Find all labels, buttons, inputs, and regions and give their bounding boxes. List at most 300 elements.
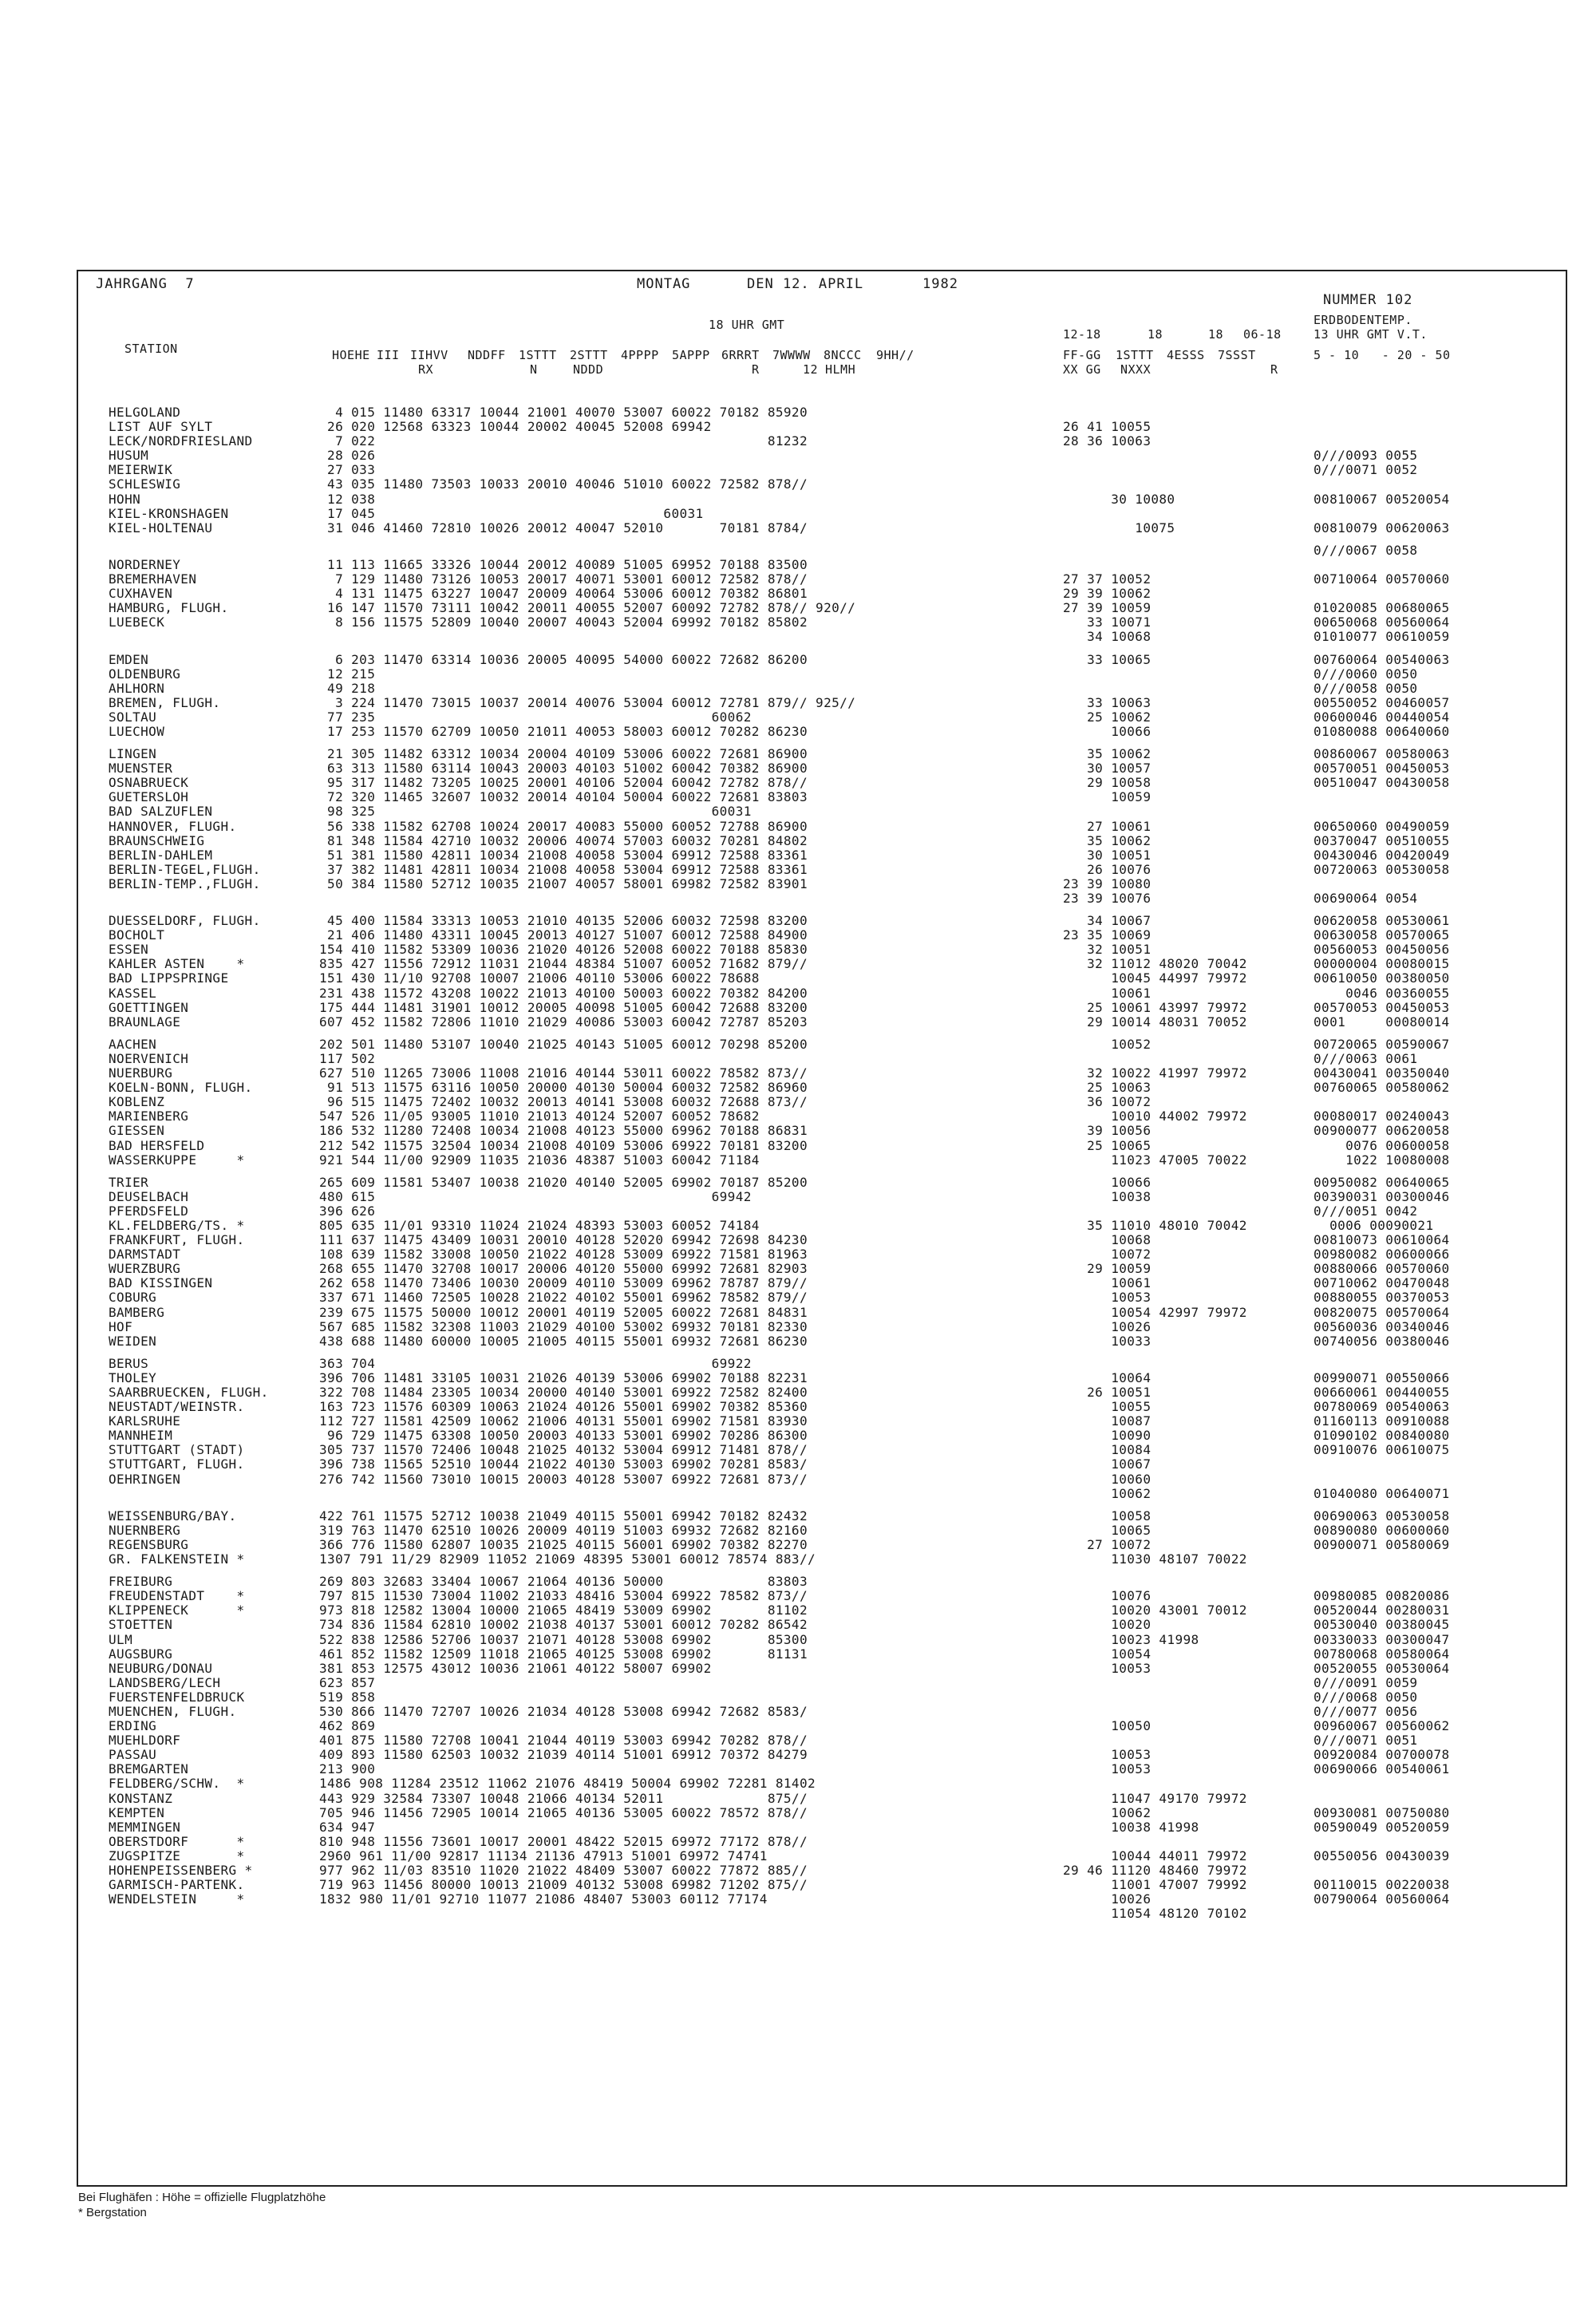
station-name: HELGOLAND xyxy=(109,405,181,420)
wwww7-heading: 7WWWW xyxy=(772,348,811,362)
period-groups: 23 35 10069 xyxy=(1063,927,1152,943)
table-row xyxy=(78,1472,1566,1487)
observation-groups: 21 406 11480 43311 10045 20013 40127 51007 60012 72588 84900 xyxy=(319,927,808,943)
period-groups: 10068 xyxy=(1063,1232,1152,1248)
period-groups: 10045 44997 79972 xyxy=(1063,970,1247,986)
table-row xyxy=(78,848,1566,863)
soil-temperatures: 00950082 00640065 xyxy=(1314,1174,1450,1190)
soil-temperatures: 00430041 00350040 xyxy=(1314,1065,1450,1081)
sttt2-heading: 2STTT xyxy=(570,348,608,362)
table-row xyxy=(78,1190,1566,1204)
observation-groups: 363 704 69922 xyxy=(319,1355,752,1371)
period-groups: 32 10022 41997 79972 xyxy=(1063,1065,1247,1081)
table-row xyxy=(78,1878,1566,1892)
table-row xyxy=(78,1806,1566,1820)
observation-groups: 37 382 11481 42811 10034 21008 40058 53004 69912 72588 83361 xyxy=(319,861,808,877)
station-name: MUENCHEN, FLUGH. xyxy=(109,1703,237,1719)
table-row xyxy=(78,1820,1566,1835)
period-groups: 10053 xyxy=(1063,1747,1152,1763)
observation-groups: 480 615 69942 xyxy=(319,1188,752,1204)
table-row xyxy=(78,420,1566,434)
soil-temperatures: 00860067 00580063 xyxy=(1314,746,1450,762)
observation-groups: 7 022 81232 xyxy=(319,433,808,449)
table-row xyxy=(78,1204,1566,1219)
soil-temperatures: 00550056 00430039 xyxy=(1314,1848,1450,1863)
soil-temperatures: 0///0071 0051 xyxy=(1314,1733,1418,1749)
station-name: GR. FALKENSTEIN * xyxy=(109,1551,245,1567)
table-row xyxy=(78,891,1566,906)
table-row xyxy=(78,601,1566,615)
period-18b: 18 xyxy=(1208,327,1224,342)
soil-temp-subheading: 13 UHR GMT V.T. xyxy=(1314,327,1428,342)
soil-temperatures: 00980082 00600066 xyxy=(1314,1247,1450,1263)
period-groups: 10053 xyxy=(1063,1660,1152,1676)
station-name: FREUDENSTADT * xyxy=(109,1588,245,1604)
period-groups: 10060 xyxy=(1063,1471,1152,1487)
sttt1b-heading: 1STTT xyxy=(1116,348,1154,362)
table-row xyxy=(78,1052,1566,1066)
soil-temperatures: 00650068 00560064 xyxy=(1314,615,1450,630)
soil-temperatures: 00810073 00610064 xyxy=(1314,1232,1450,1248)
observation-groups: 810 948 11556 73601 10017 20001 48422 52015 69972 77172 878// xyxy=(319,1833,808,1849)
table-row xyxy=(78,1487,1566,1501)
soil-temperatures: 0///0071 0052 xyxy=(1314,462,1418,478)
soil-temperatures: 0///0051 0042 xyxy=(1314,1203,1418,1219)
observation-groups: 43 035 11480 73503 10033 20010 40046 51010 60022 72582 878// xyxy=(319,476,808,492)
table-row xyxy=(78,543,1566,558)
table-row xyxy=(78,1719,1566,1733)
soil-temperatures: 00780068 00580064 xyxy=(1314,1646,1450,1662)
station-name: HOF xyxy=(109,1318,133,1334)
soil-temperatures: 0///0067 0058 xyxy=(1314,542,1418,558)
period-groups: 35 11010 48010 70042 xyxy=(1063,1217,1247,1233)
soil-temperatures: 00390031 00300046 xyxy=(1314,1188,1450,1204)
observation-groups: 627 510 11265 73006 11008 21016 40144 53011 60022 78582 873// xyxy=(319,1065,808,1081)
station-name: ULM xyxy=(109,1631,133,1647)
table-row xyxy=(78,1575,1566,1589)
table-row xyxy=(78,572,1566,587)
soil-temperatures: 01080088 00640060 xyxy=(1314,723,1450,739)
station-name: KOELN-BONN, FLUGH. xyxy=(109,1080,253,1096)
station-name: STUTTGART, FLUGH. xyxy=(109,1456,245,1472)
table-row xyxy=(78,1863,1566,1878)
pppp4-heading: 4PPPP xyxy=(621,348,659,362)
period-groups: 10062 xyxy=(1063,1804,1152,1820)
observation-groups: 1307 791 11/29 82909 11052 21069 48395 53001 60012 78574 883// xyxy=(319,1551,816,1567)
station-name: OEHRINGEN xyxy=(109,1471,181,1487)
period-groups: 29 46 11120 48460 79972 xyxy=(1063,1863,1247,1878)
soil-temperatures: 01010077 00610059 xyxy=(1314,629,1450,645)
observation-groups: 4 131 11475 63227 10047 20009 40064 53006 60012 70382 86801 xyxy=(319,586,808,602)
table-row xyxy=(78,928,1566,943)
station-name: FELDBERG/SCHW. * xyxy=(109,1776,245,1792)
period-groups: 30 10057 xyxy=(1063,761,1152,777)
soil-temperatures: 00910076 00610075 xyxy=(1314,1442,1450,1458)
period-groups: 33 10071 xyxy=(1063,615,1152,630)
station-name: BREMEN, FLUGH. xyxy=(109,694,221,710)
table-row xyxy=(78,521,1566,536)
soil-temperatures: 00920084 00700078 xyxy=(1314,1747,1450,1763)
observation-groups: 835 427 11556 72912 11031 21044 48384 51007 60052 71682 879// xyxy=(319,956,808,972)
soil-temperatures: 00980085 00820086 xyxy=(1314,1588,1450,1604)
table-row xyxy=(78,1705,1566,1719)
table-row xyxy=(78,1357,1566,1371)
observation-groups: 63 313 11580 63114 10043 20003 40103 51002 60042 70382 86900 xyxy=(319,761,808,777)
soil-temperatures: 0///0058 0050 xyxy=(1314,680,1418,696)
observation-groups: 265 609 11581 53407 10038 21020 40140 52005 69902 70187 85200 xyxy=(319,1174,808,1190)
table-row xyxy=(78,587,1566,601)
period-groups: 36 10072 xyxy=(1063,1094,1152,1110)
soil-temperatures: 00780069 00540063 xyxy=(1314,1399,1450,1415)
table-row xyxy=(78,1509,1566,1524)
period-groups: 10044 44011 79972 xyxy=(1063,1848,1247,1863)
period-groups: 25 10062 xyxy=(1063,709,1152,725)
period-groups: 10052 xyxy=(1063,1036,1152,1052)
period-groups: 10026 xyxy=(1063,1891,1152,1907)
station-name: MARIENBERG xyxy=(109,1109,189,1124)
station-name: FRANKFURT, FLUGH. xyxy=(109,1232,245,1248)
table-row xyxy=(78,943,1566,957)
station-name: PFERDSFELD xyxy=(109,1203,189,1219)
soil-temperatures: 00690066 00540061 xyxy=(1314,1761,1450,1777)
station-name: FREIBURG xyxy=(109,1574,173,1590)
station-name: NEUBURG/DONAU xyxy=(109,1660,213,1676)
table-row xyxy=(78,1219,1566,1233)
soil-temperatures: 0///0060 0050 xyxy=(1314,666,1418,682)
table-row xyxy=(78,971,1566,986)
soil-temperatures: 00630058 00570065 xyxy=(1314,927,1450,943)
soil-temperatures: 00510047 00430058 xyxy=(1314,775,1450,791)
observation-groups: 91 513 11575 63116 10050 20000 40130 50004 60032 72582 86960 xyxy=(319,1080,808,1096)
observation-groups: 212 542 11575 32504 10034 21008 40109 53006 69922 70181 83200 xyxy=(319,1137,808,1153)
station-name: LUEBECK xyxy=(109,615,165,630)
year-label: 1982 xyxy=(922,276,958,292)
station-name: BAD HERSFELD xyxy=(109,1137,205,1153)
station-name: TRIER xyxy=(109,1174,149,1190)
table-row xyxy=(78,1552,1566,1567)
station-name: WUERZBURG xyxy=(109,1261,181,1277)
station-name: NEUSTADT/WEINSTR. xyxy=(109,1399,245,1415)
station-name: BRAUNSCHWEIG xyxy=(109,832,205,848)
observation-groups: 734 836 11584 62810 10002 21038 40137 53001 60012 70282 86542 xyxy=(319,1617,808,1633)
station-name: ZUGSPITZE * xyxy=(109,1848,245,1863)
soil-temperatures: 01020085 00680065 xyxy=(1314,600,1450,616)
observation-groups: 396 738 11565 52510 10044 21022 40130 53003 69902 70281 8583/ xyxy=(319,1456,808,1472)
soil-temperatures: 00890080 00600060 xyxy=(1314,1522,1450,1538)
station-name: OLDENBURG xyxy=(109,666,181,682)
period-groups: 10050 xyxy=(1063,1718,1152,1734)
station-name: KASSEL xyxy=(109,985,157,1001)
period-groups: 23 39 10080 xyxy=(1063,875,1152,891)
period-groups: 35 10062 xyxy=(1063,832,1152,848)
period-groups: 10055 xyxy=(1063,1399,1152,1415)
table-row xyxy=(78,463,1566,477)
period-groups: 10084 xyxy=(1063,1442,1152,1458)
station-name: LUECHOW xyxy=(109,723,165,739)
station-name: COBURG xyxy=(109,1290,157,1306)
observation-groups: 98 325 60031 xyxy=(319,804,752,820)
station-name: BERLIN-DAHLEM xyxy=(109,847,213,863)
table-row xyxy=(78,1835,1566,1849)
soil-temperatures: 0076 00600058 xyxy=(1314,1137,1450,1153)
period-1218: 12-18 xyxy=(1063,327,1101,342)
station-name: LINGEN xyxy=(109,746,157,762)
station-name: MEMMINGEN xyxy=(109,1819,181,1835)
soil-temperatures: 00880055 00370053 xyxy=(1314,1290,1450,1306)
period-groups: 29 10014 48031 70052 xyxy=(1063,1014,1247,1030)
iii-heading: III xyxy=(377,348,400,362)
observation-groups: 7 129 11480 73126 10053 20017 40071 53001 60012 72582 878// xyxy=(319,571,808,587)
table-row xyxy=(78,1037,1566,1052)
period-groups: 29 10059 xyxy=(1063,1261,1152,1277)
table-row xyxy=(78,1015,1566,1030)
observation-groups: 276 742 11560 73010 10015 20003 40128 53007 69922 72681 873// xyxy=(319,1471,808,1487)
table-row xyxy=(78,1001,1566,1015)
station-name: GUETERSLOH xyxy=(109,789,189,805)
soil-temperatures: 0006 00090021 xyxy=(1314,1217,1434,1233)
observation-groups: 12 215 xyxy=(319,666,376,682)
station-name: PASSAU xyxy=(109,1747,157,1763)
period-groups: 27 37 10052 xyxy=(1063,571,1152,587)
rrrt6-heading: 6RRRT xyxy=(721,348,760,362)
station-name: AHLHORN xyxy=(109,680,165,696)
observation-groups: 262 658 11470 73406 10030 20009 40110 53009 69962 78787 879// xyxy=(319,1275,808,1291)
observation-groups: 797 815 11530 73004 11002 21033 48416 53004 69922 78582 873// xyxy=(319,1588,808,1604)
station-name: MANNHEIM xyxy=(109,1428,173,1444)
period-groups: 35 10062 xyxy=(1063,746,1152,762)
observation-groups: 49 218 xyxy=(319,680,376,696)
table-row xyxy=(78,1290,1566,1305)
station-name: KLIPPENECK * xyxy=(109,1603,245,1618)
soil-temperatures: 00520055 00530064 xyxy=(1314,1660,1450,1676)
station-name: KOBLENZ xyxy=(109,1094,165,1110)
footnote-mountain: * Bergstation xyxy=(78,2206,147,2219)
observation-groups: 51 381 11580 42811 10034 21008 40058 53004 69912 72588 83361 xyxy=(319,847,808,863)
period-groups: 26 10051 xyxy=(1063,1385,1152,1400)
period-groups: 10038 xyxy=(1063,1188,1152,1204)
appp5-heading: 5APPP xyxy=(672,348,710,362)
observation-groups: 381 853 12575 43012 10036 21061 40122 58007 69902 xyxy=(319,1660,712,1676)
observation-groups: 231 438 11572 43208 10022 21013 40100 50003 60022 70382 84200 xyxy=(319,985,808,1001)
table-row xyxy=(78,667,1566,682)
observation-groups: 268 655 11470 32708 10017 20006 40120 55000 69992 72681 82903 xyxy=(319,1261,808,1277)
table-row xyxy=(78,1247,1566,1262)
soil-temperatures: 00810079 00620063 xyxy=(1314,520,1450,536)
observation-groups: 305 737 11570 72406 10048 21025 40132 53004 69912 71481 878// xyxy=(319,1442,808,1458)
soil-temperatures: 00820075 00570064 xyxy=(1314,1304,1450,1320)
table-row xyxy=(78,1081,1566,1095)
period-groups: 10075 xyxy=(1063,520,1175,536)
station-name: STOETTEN xyxy=(109,1617,173,1633)
soil-temperatures: 00960067 00560062 xyxy=(1314,1718,1450,1734)
station-name: SAARBRUECKEN, FLUGH. xyxy=(109,1385,269,1400)
table-row xyxy=(78,1320,1566,1334)
table-row xyxy=(78,804,1566,819)
table-row xyxy=(78,1647,1566,1662)
observation-groups: 705 946 11456 72905 10014 21065 40136 53005 60022 78572 878// xyxy=(319,1804,808,1820)
observation-groups: 17 045 60031 xyxy=(319,505,704,521)
period-groups: 26 41 10055 xyxy=(1063,419,1152,435)
station-name: NORDERNEY xyxy=(109,556,181,572)
station-name: KEMPTEN xyxy=(109,1804,165,1820)
soil-temperatures: 00900077 00620058 xyxy=(1314,1123,1450,1139)
station-name: NUERBURG xyxy=(109,1065,173,1081)
observation-groups: 396 626 xyxy=(319,1203,376,1219)
station-heading: STATION xyxy=(124,342,178,356)
soil-temperatures: 00720065 00590067 xyxy=(1314,1036,1450,1052)
observation-groups: 522 838 12586 52706 10037 21071 40128 53008 69902 85300 xyxy=(319,1631,808,1647)
table-row xyxy=(78,1153,1566,1168)
table-row xyxy=(78,1385,1566,1400)
table-row xyxy=(78,1066,1566,1081)
soil-temperatures: 00930081 00750080 xyxy=(1314,1804,1450,1820)
period-groups: 10065 xyxy=(1063,1522,1152,1538)
observation-groups: 719 963 11456 80000 10013 21009 40132 53008 69982 71202 875// xyxy=(319,1877,808,1893)
period-groups: 10066 xyxy=(1063,1174,1152,1190)
observation-groups: 462 869 xyxy=(319,1718,376,1734)
nddff-heading: NDDFF xyxy=(468,348,506,362)
period-groups: 10020 43001 70012 xyxy=(1063,1603,1247,1618)
observation-groups: 77 235 60062 xyxy=(319,709,752,725)
nddd-heading: NDDD xyxy=(573,362,604,377)
observation-groups: 623 857 xyxy=(319,1674,376,1690)
period-groups: 10072 xyxy=(1063,1247,1152,1263)
table-row xyxy=(78,710,1566,725)
period-groups: 10026 xyxy=(1063,1318,1152,1334)
station-name: GIESSEN xyxy=(109,1123,165,1139)
observation-groups: 95 317 11482 73205 10025 20001 40106 52004 60042 72782 878// xyxy=(319,775,808,791)
observation-groups: 28 026 xyxy=(319,448,376,464)
observation-groups: 337 671 11460 72505 10028 21022 40102 55001 69962 78582 879// xyxy=(319,1290,808,1306)
station-name: KIEL-KRONSHAGEN xyxy=(109,505,229,521)
observation-groups: 607 452 11582 72806 11010 21029 40086 53003 60042 72787 85203 xyxy=(319,1014,808,1030)
table-row xyxy=(78,1690,1566,1705)
station-name: MUENSTER xyxy=(109,761,173,777)
soil-temperatures: 00560036 00340046 xyxy=(1314,1318,1450,1334)
station-name: KARLSRUHE xyxy=(109,1413,181,1429)
table-row xyxy=(78,477,1566,492)
period-groups: 33 10063 xyxy=(1063,694,1152,710)
period-groups: 10067 xyxy=(1063,1456,1152,1472)
observation-groups: 163 723 11576 60309 10063 21024 40126 55001 69902 70382 85360 xyxy=(319,1399,808,1415)
period-groups: 25 10061 43997 79972 xyxy=(1063,999,1247,1015)
station-name: WASSERKUPPE * xyxy=(109,1152,245,1168)
station-name: BOCHOLT xyxy=(109,927,165,943)
hh9-heading: 9HH// xyxy=(876,348,915,362)
table-row xyxy=(78,877,1566,891)
period-groups: 28 36 10063 xyxy=(1063,433,1152,449)
observation-groups: 11 113 11665 33326 10044 20012 40089 51005 69952 70188 83500 xyxy=(319,556,808,572)
table-row xyxy=(78,696,1566,710)
observation-groups: 96 729 11475 63308 10050 20003 40133 53001 69902 70286 86300 xyxy=(319,1428,808,1444)
observation-groups: 401 875 11580 72708 10041 21044 40119 53003 69942 70282 878// xyxy=(319,1733,808,1749)
hoehe-heading: HOEHE xyxy=(332,348,370,362)
station-name: BAD LIPPSPRINGE xyxy=(109,970,229,986)
soil-temperatures: 0///0063 0061 xyxy=(1314,1050,1418,1066)
table-row xyxy=(78,725,1566,739)
observation-groups: 50 384 11580 52712 10035 21007 40057 58001 69982 72582 83901 xyxy=(319,875,808,891)
table-row xyxy=(78,630,1566,644)
nxxx-heading: NXXX xyxy=(1120,362,1152,377)
column-headers xyxy=(78,311,1566,397)
station-name: HOHENPEISSENBERG * xyxy=(109,1863,253,1878)
observation-groups: 81 348 11584 42710 10032 20006 40074 57003 60032 70281 84802 xyxy=(319,832,808,848)
observation-groups: 12 038 xyxy=(319,491,376,507)
observation-groups: 31 046 41460 72810 10026 20012 40047 52010 70181 8784/ xyxy=(319,520,808,536)
iihvv-heading: IIHVV xyxy=(410,348,448,362)
observation-groups: 111 637 11475 43409 10031 20010 40128 52020 69942 72698 84230 xyxy=(319,1232,808,1248)
period-18a: 18 xyxy=(1148,327,1163,342)
station-name: GOETTINGEN xyxy=(109,999,189,1015)
table-row xyxy=(78,1748,1566,1762)
soil-temperatures: 00900071 00580069 xyxy=(1314,1536,1450,1552)
soil-temperatures: 0001 00080014 xyxy=(1314,1014,1450,1030)
station-name: OBERSTDORF * xyxy=(109,1833,245,1849)
hlmh-heading: HLMH xyxy=(825,362,856,377)
period-groups: 10076 xyxy=(1063,1588,1152,1604)
table-row xyxy=(78,1414,1566,1429)
observation-groups: 175 444 11481 31901 10012 20005 40098 51005 60042 72688 83200 xyxy=(319,999,808,1015)
station-name: KAHLER ASTEN * xyxy=(109,956,245,972)
table-row xyxy=(78,1662,1566,1676)
table-row xyxy=(78,1334,1566,1349)
period-groups: 11054 48120 70102 xyxy=(1063,1906,1247,1922)
soil-temperatures: 00880066 00570060 xyxy=(1314,1261,1450,1277)
station-name: REGENSBURG xyxy=(109,1536,189,1552)
soil-temperatures: 00430046 00420049 xyxy=(1314,847,1450,863)
period-groups: 11047 49170 79972 xyxy=(1063,1790,1247,1806)
station-name: KL.FELDBERG/TS. * xyxy=(109,1217,245,1233)
soil-temperatures: 01160113 00910088 xyxy=(1314,1413,1450,1429)
soil-temp-heading: ERDBODENTEMP. xyxy=(1314,313,1412,327)
table-row xyxy=(78,1589,1566,1603)
observation-groups: 3 224 11470 73015 10037 20014 40076 53004 60012 72781 879// 925// xyxy=(319,694,856,710)
station-name: BAD KISSINGEN xyxy=(109,1275,213,1291)
soil-temperatures: 00720063 00530058 xyxy=(1314,861,1450,877)
observation-groups: 27 033 xyxy=(319,462,376,478)
station-name: NUERNBERG xyxy=(109,1522,181,1538)
observation-groups: 366 776 11580 62807 10035 21025 40115 56001 69902 70382 82270 xyxy=(319,1536,808,1552)
soil-temperatures: 00760065 00580062 xyxy=(1314,1080,1450,1096)
station-name: DEUSELBACH xyxy=(109,1188,189,1204)
period-groups: 10053 xyxy=(1063,1761,1152,1777)
soil-temperatures: 01040080 00640071 xyxy=(1314,1485,1450,1501)
soil-temperatures: 00330033 00300047 xyxy=(1314,1631,1450,1647)
observation-groups: 634 947 xyxy=(319,1819,376,1835)
observation-groups: 1832 980 11/01 92710 11077 21086 48407 53003 60112 77174 xyxy=(319,1891,768,1907)
soil-temperatures: 1022 10080008 xyxy=(1314,1152,1450,1168)
table-row xyxy=(78,1124,1566,1138)
observation-groups: 151 430 11/10 92708 10007 21006 40110 53006 60022 78688 xyxy=(319,970,760,986)
period-groups: 10062 xyxy=(1063,1485,1152,1501)
period-groups: 34 10068 xyxy=(1063,629,1152,645)
period-groups: 10059 xyxy=(1063,789,1152,805)
observation-groups: 396 706 11481 33105 10031 21026 40139 53006 69902 70188 82231 xyxy=(319,1369,808,1385)
soil-temperatures: 00550052 00460057 xyxy=(1314,694,1450,710)
table-row xyxy=(78,1443,1566,1457)
soil-temperatures: 00530040 00380045 xyxy=(1314,1617,1450,1633)
observation-groups: 977 962 11/03 83510 11020 21022 48409 53007 60022 77872 885// xyxy=(319,1863,808,1878)
period-groups: 10023 41998 xyxy=(1063,1631,1199,1647)
station-name: BERLIN-TEGEL,FLUGH. xyxy=(109,861,261,877)
soil-temperatures: 00520044 00280031 xyxy=(1314,1603,1450,1618)
ssst7-heading: 7SSST xyxy=(1218,348,1256,362)
observation-groups: 443 929 32584 73307 10048 21066 40134 52011 875// xyxy=(319,1790,808,1806)
table-row xyxy=(78,1371,1566,1385)
observation-groups: 112 727 11581 42509 10062 21006 40131 55001 69902 71581 83930 xyxy=(319,1413,808,1429)
period-groups: 30 10080 xyxy=(1063,491,1175,507)
period-groups: 10061 xyxy=(1063,1275,1152,1291)
